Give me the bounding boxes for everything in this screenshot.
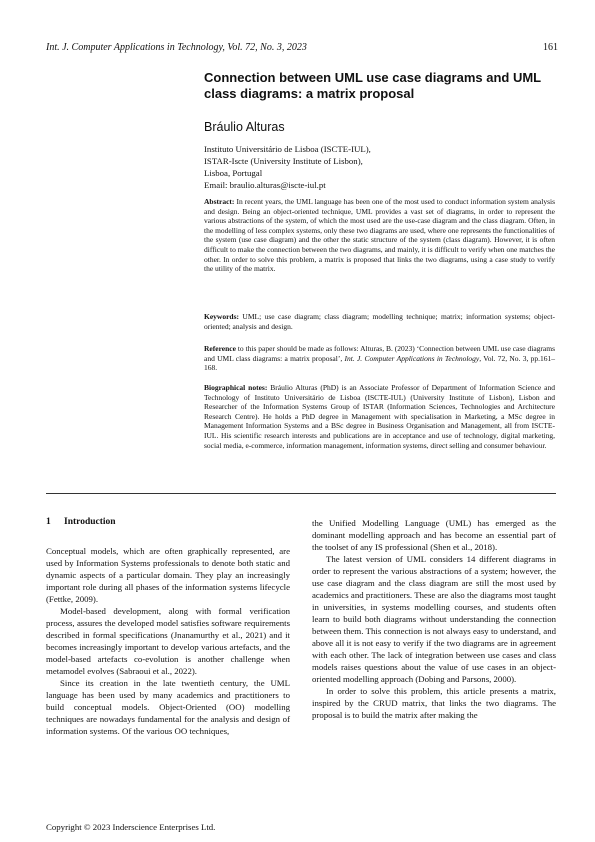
paragraph: Conceptual models, which are often graphically represented, are used by Information Systems professionals to denote both static and dynamic aspects of a particular domain. They play an increasingly important role during all phases of the information systems lifecycle (Fettke, 2009).: [46, 546, 290, 604]
left-column: [46, 545, 290, 737]
paragraph: Since its creation in the late twentieth century, the UML language has been used by many academics and practitioners to build conceptual models. Object-Oriented (OO) modelling techniques are nowadays fundamental for the analysis and design of information systems. Of the various OO techniques,: [46, 678, 290, 736]
bio-label: Biographical notes:: [204, 383, 268, 392]
section-heading: [46, 517, 116, 527]
paragraph: In order to solve this problem, this article presents a matrix, inspired by the CRUD matrix, that links the two diagrams. The proposal is to build the matrix after making the: [312, 686, 556, 720]
reference-journal: Int. J. Computer Applications in Technology: [344, 353, 480, 363]
keywords-text: UML; use case diagram; class diagram; modelling technique; matrix; information systems; object-oriented; analysis and design.: [204, 312, 555, 331]
bio-text: Bráulio Alturas (PhD) is an Associate Professor of Department of Information Science and Technology of Instituto Universitário de Lisboa (ISCTE-IUL) (University Institute of Lisbon), Lisbon and Researcher of the Information Systems Group of ISTAR (Information Sciences, Technologies and Architecture Research Centre). He holds a PhD degree in Management with specialisation in Marketing, a MSc degree in Management Information Systems and a BSc degree in Business Organisation and Management, all from ISCTE-IUL. His scientific research interests and publications are in acceptance and use of technology, digital marketing, social media, e-commerce, information management, information systems, direct selling and consumer behaviour.: [204, 383, 555, 450]
right-column: [312, 517, 556, 721]
reference: [204, 344, 555, 373]
section-divider: [46, 493, 556, 494]
keywords-label: Keywords:: [204, 312, 239, 321]
page-number: 161: [543, 42, 558, 53]
abstract: [204, 197, 555, 274]
biographical-notes: [204, 383, 555, 450]
author-name: Bráulio Alturas: [204, 120, 285, 134]
reference-text-end: , Vol. 72, No. 3, pp.161–168.: [204, 353, 555, 373]
paragraph: Model-based development, along with formal verification process, assures the developed model satisfies software requirements described in formal specifications (Jnanamurthy et al., 2021) and it becomes increasingly important to develop various artefacts, and the model-based artefacts co-evolution is another challenge when metamodel evolves (Sabraoui et al., 2022).: [46, 606, 290, 676]
affiliation-line: Lisboa, Portugal: [204, 168, 263, 178]
section-title: Introduction: [64, 517, 116, 527]
affiliation-line: ISTAR-Iscte (University Institute of Lisbon),: [204, 156, 363, 166]
section-number: 1: [46, 517, 51, 527]
abstract-label: Abstract:: [204, 197, 235, 206]
keywords: [204, 312, 555, 331]
abstract-text: In recent years, the UML language has been one of the most used to conduct information system analysis and design. Being an object-oriented technique, UML provides a vast set of diagrams, in order to represent the various abstractions of the system, of which the most used are the use-case diagram and the class diagram. Often, in the modelling of less complex systems, only these two diagrams are used, where one represents the functionalities of the system (use case diagram) and the other the static structure of the system (class diagram). However, it is often difficult to make the connection between the two diagrams, and mainly, it is difficult to verify when one matches the other. In order to solve this problem, a matrix is proposed that links the two diagrams, using a case study to verify the utility of the matrix.: [204, 197, 555, 274]
affiliation-line: Instituto Universitário de Lisboa (ISCTE-IUL),: [204, 144, 371, 154]
copyright-footer: Copyright © 2023 Inderscience Enterprises Ltd.: [46, 822, 216, 832]
author-email: Email: braulio.alturas@iscte-iul.pt: [204, 180, 326, 190]
paper-title: Connection between UML use case diagrams and UML class diagrams: a matrix proposal: [204, 70, 541, 101]
running-header-journal: Int. J. Computer Applications in Technology, Vol. 72, No. 3, 2023: [46, 42, 307, 53]
paragraph: The latest version of UML considers 14 different diagrams in order to represent the various abstractions of a system; however, the use case diagram and the class diagram are still the most used by academics and practitioners. These are also the diagrams most taught in universities, in systems modelling courses, and students often learn to build both diagrams without understanding the connection between them. This connection is not always easy to understand, and above all it is not easy to verify if the two diagrams are in agreement with each other. The lack of integration between use cases and class models raises questions about the value of use cases in an object-oriented modelling approach (Dobing and Parsons, 2000).: [312, 554, 556, 684]
paragraph: the Unified Modelling Language (UML) has emerged as the dominant modelling approach and has become an essential part of the toolset of any IS professional (Shen et al., 2018).: [312, 518, 556, 552]
reference-text: to this paper should be made as follows: Alturas, B. (2023) ‘Connection between UML use case diagrams and UML class diagrams: a matrix proposal’,: [204, 344, 555, 363]
reference-label: Reference: [204, 344, 236, 353]
author-affiliation: [204, 143, 371, 191]
